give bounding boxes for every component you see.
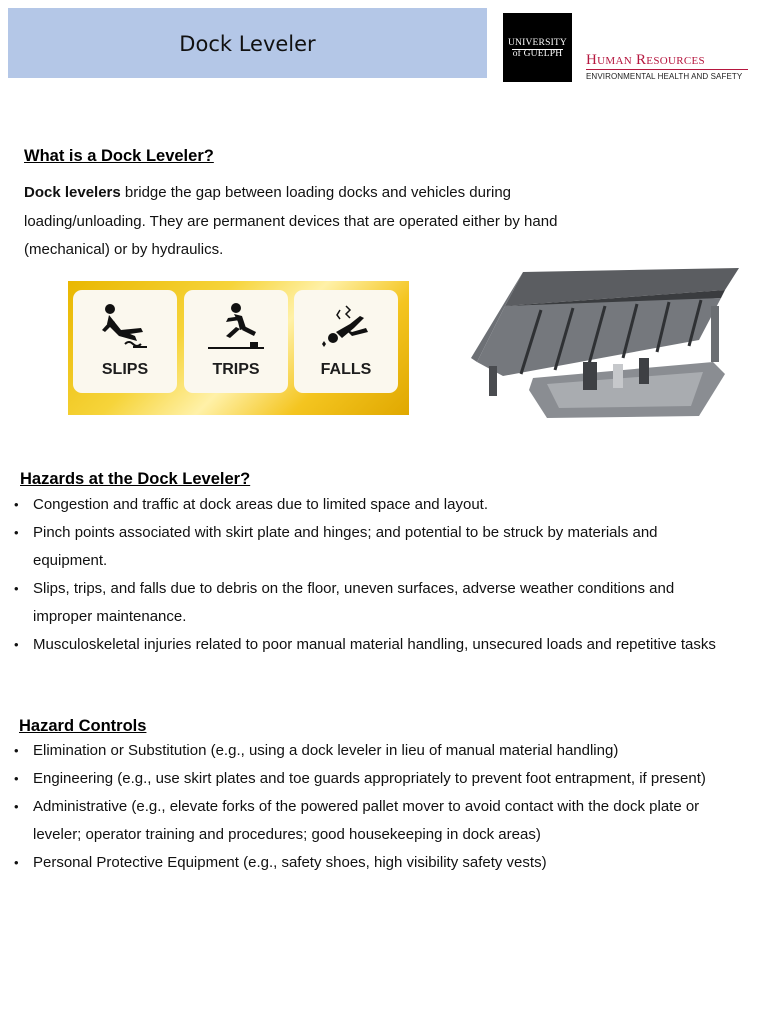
list-item: • Administrative (e.g., elevate forks of the powered pallet mover to avoid contact with the dock plate or leveler; operator training and procedures; good housekeeping in dock areas) — [0, 793, 738, 849]
slip-person-icon — [95, 302, 155, 352]
list-item: • Congestion and traffic at dock areas due to limited space and layout. — [0, 491, 753, 519]
fall-person-icon — [316, 302, 376, 352]
university-logo: UNIVERSITY of GUELPH — [503, 13, 572, 82]
slips-card: SLIPS — [73, 290, 177, 393]
list-item: • Pinch points associated with skirt plate and hinges; and potential to be struck by materials and equipment. — [0, 519, 693, 575]
list-item: • Personal Protective Equipment (e.g., safety shoes, high visibility safety vests) — [0, 849, 753, 877]
department-name: Human Resources — [586, 52, 705, 68]
division-name: ENVIRONMENTAL HEALTH AND SAFETY — [586, 72, 743, 81]
trip-person-icon — [206, 302, 266, 352]
controls-heading: Hazard Controls — [19, 717, 147, 735]
department-logo — [586, 52, 748, 81]
dock-leveler-photo — [463, 266, 743, 426]
page-title: Dock Leveler — [179, 32, 316, 56]
list-item: • Slips, trips, and falls due to debris on the floor, uneven surfaces, adverse weather conditions and improper maintenance. — [0, 575, 718, 631]
falls-card: FALLS — [294, 290, 398, 393]
list-item: • Musculoskeletal injuries related to poor manual material handling, unsecured loads and repetitive tasks — [0, 631, 753, 659]
what-is-heading: What is a Dock Leveler? — [24, 147, 214, 165]
hazards-heading: Hazards at the Dock Leveler? — [20, 470, 251, 488]
list-item: • Engineering (e.g., use skirt plates and toe guards appropriately to prevent foot entrapment, if present) — [0, 765, 753, 793]
what-is-paragraph: Dock levelers bridge the gap between loading docks and vehicles during loading/unloading. They are permanent devices that are operated either by hand (mechanical) or by hydraulics. — [24, 184, 558, 258]
hazards-list — [0, 491, 753, 659]
title-banner — [8, 8, 487, 78]
controls-list — [0, 737, 753, 877]
slips-trips-falls-graphic — [68, 281, 409, 415]
trips-card: TRIPS — [184, 290, 288, 393]
list-item: • Elimination or Substitution (e.g., using a dock leveler in lieu of manual material handling) — [0, 737, 753, 765]
term: Dock levelers — [24, 184, 121, 201]
